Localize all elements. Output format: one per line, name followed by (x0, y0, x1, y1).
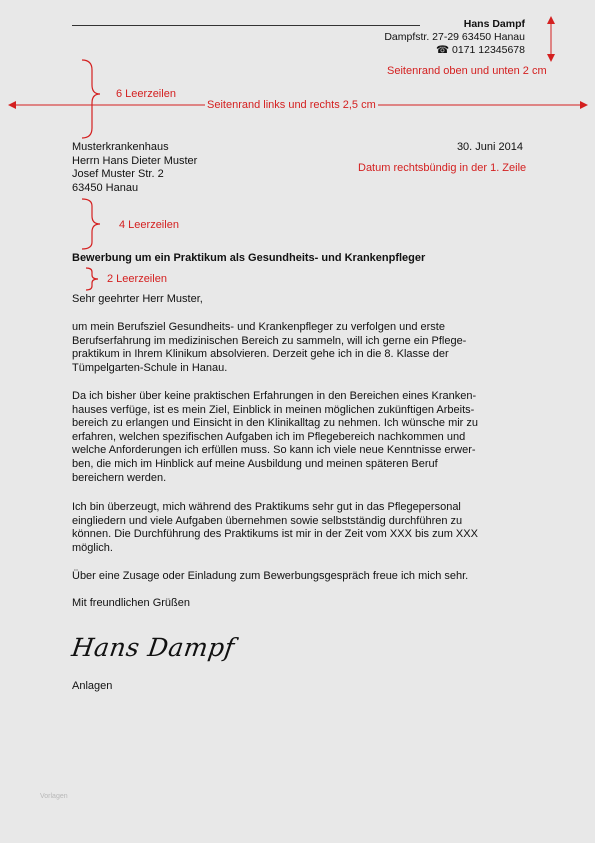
salutation: Sehr geehrter Herr Muster, (72, 293, 203, 305)
paragraph-3 (72, 501, 524, 555)
letter-date: 30. Juni 2014 (456, 141, 523, 153)
text-line: Berufserfahrung im medizinischen Bereich zu sammeln, will ich gerne ein Pflege- (72, 334, 467, 347)
text-line: ben, die mich im Hinblick auf meine Ausbildung und meinen späteren Beruf (72, 457, 438, 470)
text-line: Ich bin überzeugt, mich während des Praktikums sehr gut in das Pflegepersonal (72, 501, 461, 513)
watermark: Vorlagen (40, 793, 68, 800)
annotation-two-lines: 2 Leerzeilen (107, 273, 167, 285)
recipient-line: Herrn Hans Dieter Muster (72, 154, 198, 167)
annotation-margin-top-bottom: Seitenrand oben und unten 2 cm (387, 65, 547, 77)
brace-four-lines (82, 199, 100, 249)
annotation-margin-left-right: Seitenrand links und rechts 2,5 cm (207, 99, 376, 111)
sender-phone: ☎ 0171 12345678 (436, 44, 525, 56)
recipient-block (72, 141, 197, 195)
paragraph-1 (72, 321, 524, 375)
text-line: können. Die Durchführung des Praktikums ist mir in der Zeit vom XXX bis zum XXX (72, 528, 478, 541)
sender-address: Dampfstr. 27-29 63450 Hanau (384, 31, 525, 43)
handwritten-signature: Hans Dampf (69, 633, 237, 662)
recipient-line: Musterkrankenhaus (72, 141, 169, 153)
text-line: praktikum in Ihrem Klinikum absolvieren. Derzeit gehe ich in die 8. Klasse der (72, 348, 449, 361)
text-line: eingliedern und viele Aufgaben übernehmen sowie selbstständig durchführen zu (72, 514, 463, 527)
brace-two-lines (86, 268, 98, 290)
sender-name: Hans Dampf (463, 18, 525, 30)
closing: Mit freundlichen Grüßen (72, 597, 190, 609)
annotation-four-lines: 4 Leerzeilen (119, 219, 179, 231)
text-line: Tümpelgarten-Schule in Hanau. (72, 361, 228, 374)
letter-subject: Bewerbung um ein Praktikum als Gesundheits- und Krankenpfleger (72, 252, 426, 264)
paragraph-4: Über eine Zusage oder Einladung zum Bewerbungsgespräch freue ich mich sehr. (72, 570, 469, 582)
text-line: bereich zu erlangen und Einsicht in den Klinikalltag zu nehmen. Ich wünsche mir zu (72, 417, 479, 430)
annotation-six-lines: 6 Leerzeilen (116, 88, 176, 100)
text-line: hauses verfüge, ist es mein Ziel, Einblick in meinen möglichen zukünftigen Arbeits- (72, 403, 475, 416)
text-line: um mein Berufsziel Gesundheits- und Krankenpfleger zu verfolgen und erste (72, 321, 445, 333)
paragraph-2 (72, 390, 524, 485)
text-line: welche Anforderungen ich erfüllen muss. So kann ich viele neue Kenntnisse erwer- (72, 444, 476, 457)
recipient-line: 63450 Hanau (72, 181, 139, 194)
text-line: möglich. (72, 541, 113, 554)
brace-six-lines (82, 60, 100, 138)
enclosures: Anlagen (72, 680, 113, 692)
text-line: Da ich bisher über keine praktischen Erfahrungen in den Bereichen eines Kranken- (72, 390, 477, 402)
recipient-line: Josef Muster Str. 2 (72, 168, 164, 180)
text-line: bereichern werden. (72, 471, 167, 484)
text-line: erfahren, welchen spezifischen Aufgaben ich im Pflegebereich nachkommen und (72, 430, 466, 443)
annotation-date-note: Datum rechtsbündig in der 1. Zeile (358, 162, 527, 174)
